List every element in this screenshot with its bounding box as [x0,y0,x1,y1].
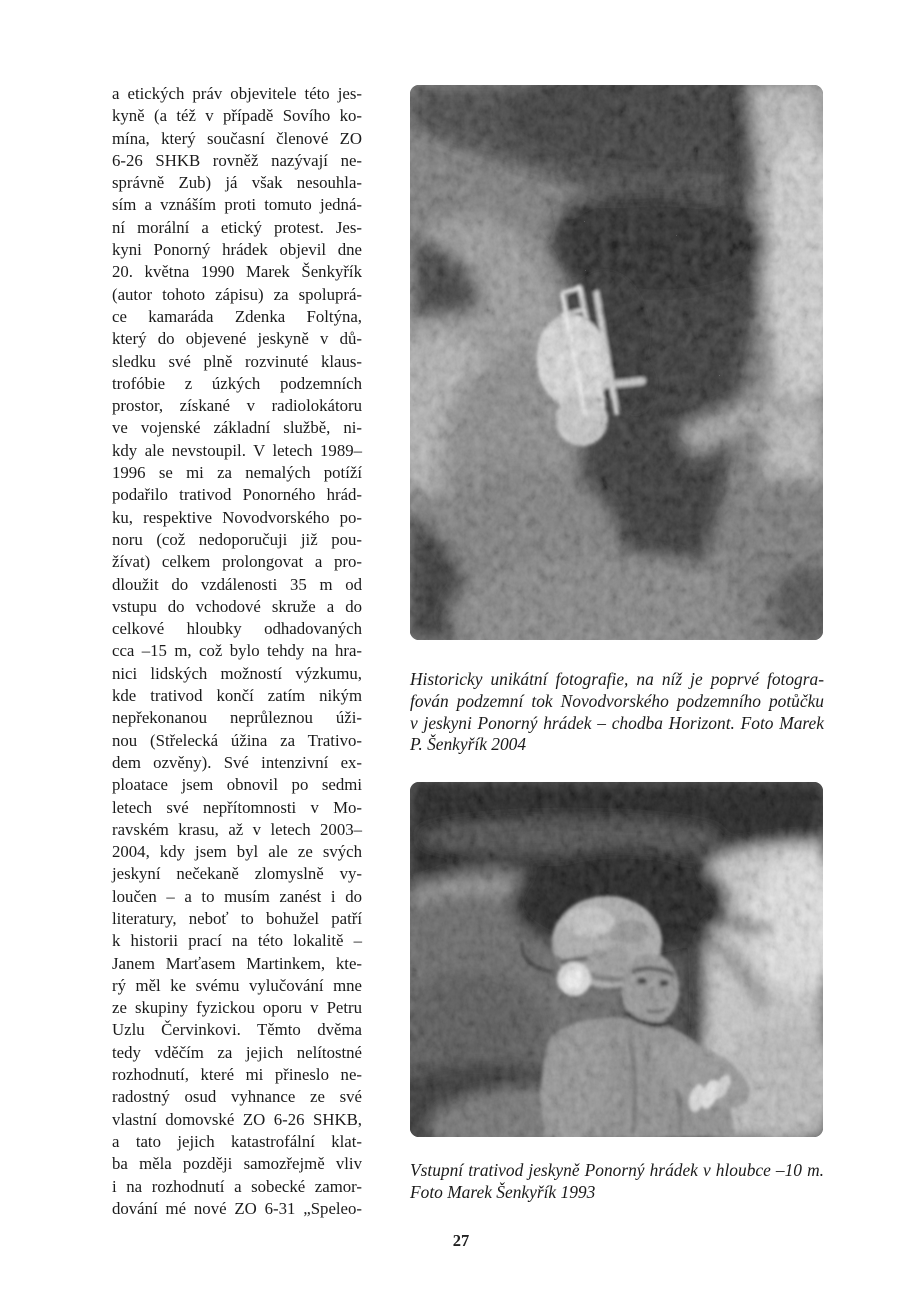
cave-photo-1-image [410,85,823,640]
text-line: dování mé nové ZO 6-31 „Speleo- [112,1198,362,1218]
text-line: nici lidských možností výzkumu, [112,663,362,683]
text-line: nou (Střelecká úžina za Trativo- [112,730,362,750]
text-line: žívat) celkem prolongovat a pro- [112,552,362,572]
text-line: vstupu do vchodové skruže a do [112,596,362,616]
text-line: letech své nepřítomnosti v Mo- [112,797,362,817]
text-line: podařilo trativod Ponorného hrád- [112,485,362,505]
text-line: jeskyní nečekaně zlomyslně vy- [112,864,362,884]
text-line: ve vojenské základní službě, ni- [112,418,362,438]
text-line: ní morální a etický protest. Jes- [112,217,362,237]
text-line: kdy ale nevstoupil. V letech 1989– [112,440,362,460]
article-text-column [112,83,362,1220]
cave-photo-2-image [410,782,823,1137]
text-line: ku, respektive Novodvorského po- [112,507,362,527]
text-line: ze skupiny fyzickou oporu v Petru [112,998,362,1018]
text-line: a etických práv objevitele této jes- [112,84,362,103]
page-number: 27 [452,1231,470,1250]
text-line: radostný osud vyhnance ze své [112,1087,362,1107]
text-line: celkové hloubky odhadovaných [112,619,362,639]
cave-photo-caver-entrance [410,782,823,1137]
text-line: který do objevené jeskyně v dů- [112,329,362,349]
caption-photo-2 [410,1160,824,1204]
caption-line: v jeskyni Ponorný hrádek – chodba Horizont. Foto Marek [410,712,824,733]
text-line: (autor tohoto zápisu) za spoluprá- [112,284,362,304]
caption-line: Historicky unikátní fotografie, na níž je poprvé fotogra- [410,669,824,689]
text-line: kyni Ponorný hrádek objevil dne [112,240,362,260]
text-line: ce kamaráda Zdenka Foltýna, [112,306,362,326]
text-line: k historii prací na této lokalitě – [112,931,362,951]
caption-line: P. Šenkyřík 2004 [410,734,527,755]
cave-photo-underground-stream [410,85,823,640]
text-line: Uzlu Červinkovi. Těmto dvěma [112,1020,362,1040]
text-line: kyně (a též v případě Sovího ko- [112,106,362,126]
text-line: nepřekonanou neprůleznou úži- [112,708,362,728]
text-line: 2004, kdy jsem byl ale ze svých [112,842,362,862]
text-line: sím a vznáším proti tomuto jedná- [112,195,362,215]
text-line: i na rozhodnutí a sobecké zamor- [112,1176,362,1196]
caption-photo-1 [410,669,824,756]
text-line: ba měla později samozřejmě vliv [112,1154,362,1174]
text-line: dem ozvěny). Své intenzivní ex- [112,752,362,772]
text-line: vlastní domovské ZO 6-26 SHKB, [112,1109,362,1129]
text-line: noru (což nedoporučuji již pou- [112,529,362,549]
text-line: rý měl ke svému vylučování mne [112,975,362,995]
text-line: prostor, získané v radiolokátoru [112,396,362,416]
text-line: ploatace jsem obnovil po sedmi [112,775,362,795]
text-line: a tato jejich katastrofální klat- [112,1131,362,1151]
text-line: správně Zub) já však nesouhla- [112,173,362,193]
text-line: dloužit do vzdálenosti 35 m od [112,574,362,594]
text-line: ravském krasu, až v letech 2003– [112,819,362,839]
caption-line: fován podzemní tok Novodvorského podzemního potůčku [410,690,824,711]
text-line: Janem Marťasem Martinkem, kte- [112,953,362,973]
text-line: loučen – a to musím zanést i do [112,886,362,906]
text-line: kde trativod končí zatím nikým [112,686,362,706]
caption-line: Vstupní trativod jeskyně Ponorný hrádek v hloubce –10 m. [410,1160,824,1180]
text-line: rozhodnutí, které mi přineslo ne- [112,1065,362,1085]
text-line: tedy vděčím za jejich nelítostné [112,1042,362,1062]
text-line: trofóbie z úzkých podzemních [112,373,362,393]
text-line: 1996 se mi za nemalých potíží [112,463,362,483]
text-line: mína, který současní členové ZO [112,128,362,148]
text-line: 6-26 SHKB rovněž nazývají ne- [112,150,362,170]
text-line: cca –15 m, což bylo tehdy na hra- [112,641,362,661]
text-line: 20. května 1990 Marek Šenkyřík [112,262,362,282]
text-line: literatury, neboť to bohužel patří [112,908,362,928]
caption-line: Foto Marek Šenkyřík 1993 [410,1181,596,1202]
text-line: sledku své plně rozvinuté klaus- [112,351,362,371]
